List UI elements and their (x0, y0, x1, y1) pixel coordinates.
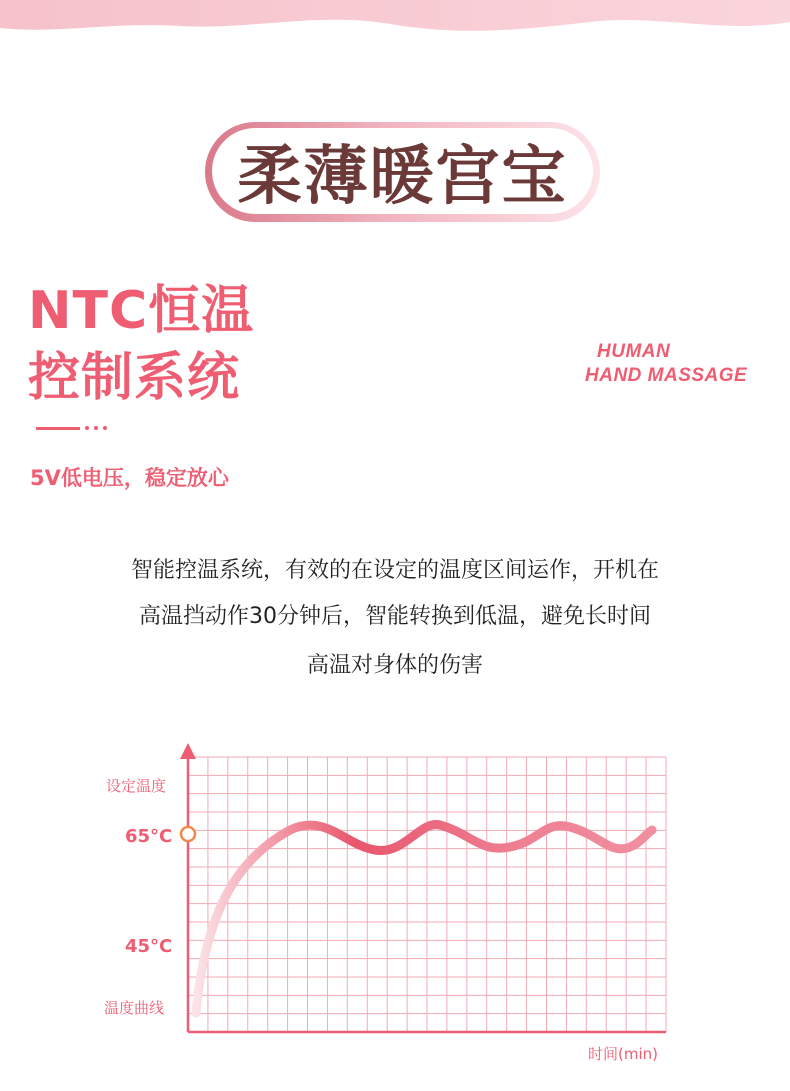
english-tagline-line2: HAND MASSAGE (585, 365, 748, 386)
product-title: 柔薄暖宫宝 (237, 140, 568, 214)
divider-dot (85, 426, 89, 430)
temperature-curve (196, 825, 652, 1013)
y-axis-arrow (180, 743, 196, 759)
y-tick-label-65: 65°C (125, 826, 173, 847)
product-title-badge (205, 122, 600, 222)
product-title-inner (212, 128, 593, 214)
description-line1: 智能控温系统，有效的在设定的温度区间运作，开机在 (130, 558, 659, 583)
setpoint-marker (181, 827, 195, 841)
feature-heading-line1: NTC恒温 (28, 281, 255, 341)
temperature-chart (0, 735, 790, 1075)
chart-grid (188, 757, 666, 1032)
english-tagline-line1: HUMAN (597, 341, 671, 362)
top-wave-decoration (0, 0, 790, 40)
description-line2: 高温挡动作30分钟后，智能转换到低温，避免长时间 (139, 604, 651, 629)
heading-divider (36, 426, 107, 430)
y-axis-label: 设定温度 (106, 777, 167, 795)
divider-bar (36, 427, 80, 430)
feature-heading-line2: 控制系统 (28, 348, 241, 408)
feature-subline: 5V低电压，稳定放心 (30, 466, 229, 490)
y-tick-label-45: 45°C (125, 936, 173, 957)
divider-dot (94, 426, 98, 430)
description-line3: 高温对身体的伤害 (306, 653, 483, 678)
curve-label: 温度曲线 (104, 999, 165, 1017)
x-axis-label: 时间(min) (588, 1045, 658, 1063)
divider-dot (103, 426, 107, 430)
